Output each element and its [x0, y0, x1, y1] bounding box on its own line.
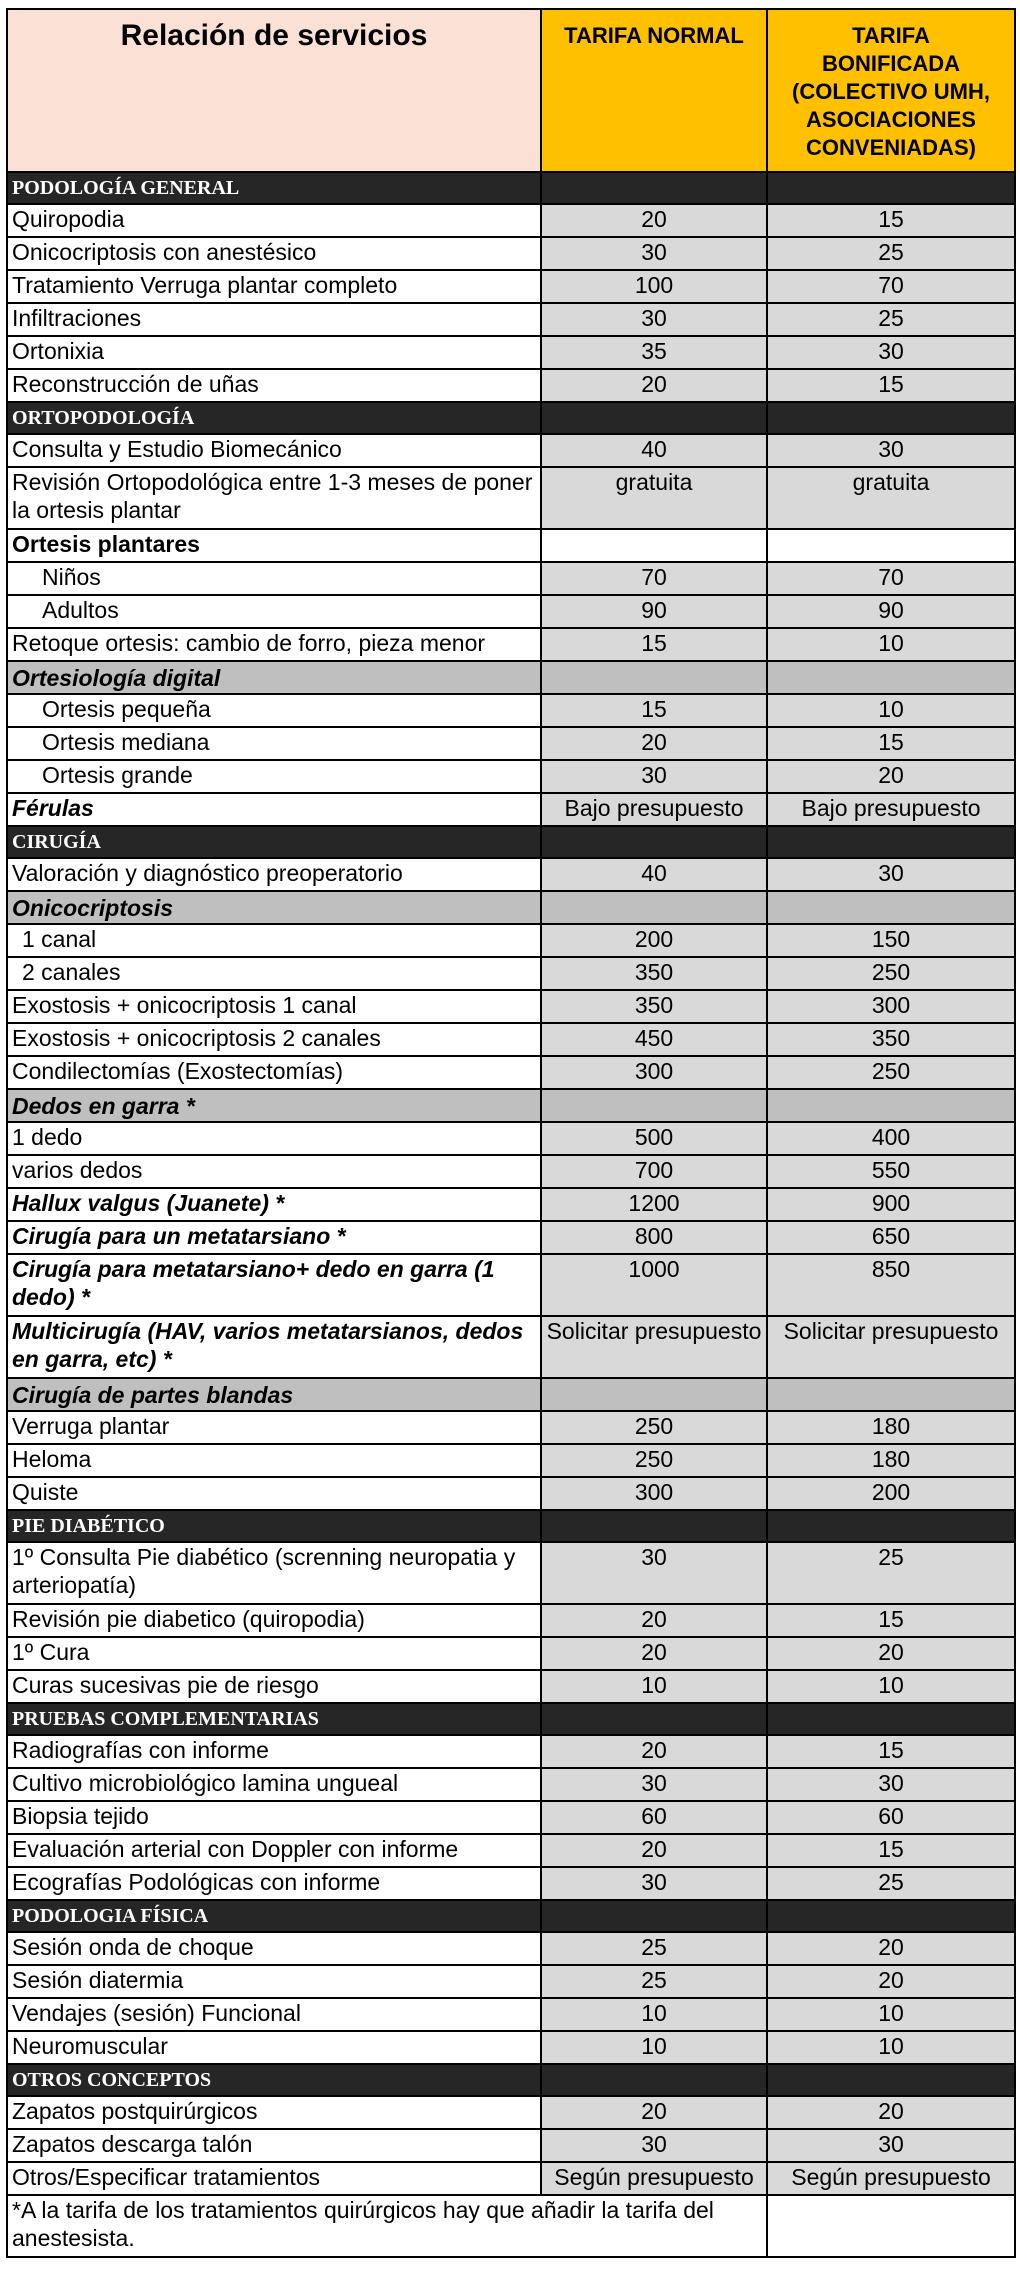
price-bonificada: 180 — [767, 1444, 1015, 1477]
service-name: Sesión onda de choque — [7, 1932, 541, 1965]
service-name: varios dedos — [7, 1155, 541, 1188]
service-row — [7, 1411, 1015, 1444]
service-row — [7, 1056, 1015, 1089]
subgroup-header-row — [7, 529, 1015, 562]
service-name: 2 canales — [7, 957, 541, 990]
subgroup-title: Ortesiología digital — [7, 661, 541, 694]
section-title: ORTOPODOLOGÍA — [7, 402, 541, 434]
price-list — [6, 8, 1016, 2258]
price-bonificada: 10 — [767, 1998, 1015, 2031]
price-bonificada: 15 — [767, 1834, 1015, 1867]
price-normal: 20 — [541, 727, 767, 760]
service-row — [7, 204, 1015, 237]
price-bonificada: 250 — [767, 957, 1015, 990]
section-empty-cell — [541, 1900, 767, 1932]
price-bonificada: 200 — [767, 1477, 1015, 1510]
service-row — [7, 237, 1015, 270]
subgroup-header-row — [7, 661, 1015, 694]
services-table — [6, 8, 1016, 2258]
price-normal: 800 — [541, 1221, 767, 1254]
service-row — [7, 1735, 1015, 1768]
price-bonificada: 70 — [767, 270, 1015, 303]
price-normal: 30 — [541, 1768, 767, 1801]
price-normal: 1200 — [541, 1188, 767, 1221]
section-title: PODOLOGIA FÍSICA — [7, 1900, 541, 1932]
service-name: Ortonixia — [7, 336, 541, 369]
price-bonificada: 30 — [767, 2129, 1015, 2162]
price-bonificada: 350 — [767, 1023, 1015, 1056]
service-row — [7, 1965, 1015, 1998]
price-bonificada: 650 — [767, 1221, 1015, 1254]
service-row — [7, 1254, 1015, 1316]
subgroup-empty-cell — [541, 1089, 767, 1122]
price-bonificada: 70 — [767, 562, 1015, 595]
service-name: Multicirugía (HAV, varios metatarsianos, dedos en garra, etc) * — [7, 1316, 541, 1378]
subgroup-empty-cell — [767, 1089, 1015, 1122]
service-row — [7, 1637, 1015, 1670]
subgroup-empty-cell — [767, 891, 1015, 924]
price-bonificada: 60 — [767, 1801, 1015, 1834]
section-empty-cell — [541, 1510, 767, 1542]
service-name: Neuromuscular — [7, 2031, 541, 2064]
service-row — [7, 467, 1015, 529]
section-empty-cell — [767, 1510, 1015, 1542]
price-bonificada: 400 — [767, 1122, 1015, 1155]
service-row — [7, 1155, 1015, 1188]
service-row — [7, 628, 1015, 661]
price-bonificada: 20 — [767, 1965, 1015, 1998]
service-name: Ortesis pequeña — [7, 694, 541, 727]
service-row — [7, 1221, 1015, 1254]
price-normal: 25 — [541, 1932, 767, 1965]
service-row — [7, 1768, 1015, 1801]
price-normal: Solicitar presupuesto — [541, 1316, 767, 1378]
service-name: Onicocriptosis con anestésico — [7, 237, 541, 270]
price-normal: 40 — [541, 858, 767, 891]
service-name: Adultos — [7, 595, 541, 628]
price-normal: 70 — [541, 562, 767, 595]
section-empty-cell — [541, 1703, 767, 1735]
subgroup-empty-cell — [541, 529, 767, 562]
service-row — [7, 727, 1015, 760]
service-row — [7, 1023, 1015, 1056]
section-empty-cell — [767, 1703, 1015, 1735]
service-row — [7, 434, 1015, 467]
service-name: Revisión Ortopodológica entre 1-3 meses de poner la ortesis plantar — [7, 467, 541, 529]
service-row — [7, 957, 1015, 990]
price-bonificada: 10 — [767, 2031, 1015, 2064]
price-normal: Según presupuesto — [541, 2162, 767, 2195]
price-normal: 25 — [541, 1965, 767, 1998]
price-bonificada: 15 — [767, 1604, 1015, 1637]
service-row — [7, 1834, 1015, 1867]
page-title: Relación de servicios — [7, 9, 541, 172]
service-row — [7, 1670, 1015, 1703]
price-normal: 10 — [541, 1670, 767, 1703]
service-row — [7, 694, 1015, 727]
price-bonificada: 15 — [767, 369, 1015, 402]
service-name: Quiste — [7, 1477, 541, 1510]
service-name: 1º Consulta Pie diabético (screnning neuropatia y arteriopatía) — [7, 1542, 541, 1604]
service-name: Quiropodia — [7, 204, 541, 237]
price-bonificada: 900 — [767, 1188, 1015, 1221]
section-empty-cell — [541, 2064, 767, 2096]
service-name: Radiografías con informe — [7, 1735, 541, 1768]
footnote-empty-cell — [767, 2195, 1015, 2257]
service-name: Tratamiento Verruga plantar completo — [7, 270, 541, 303]
service-row — [7, 760, 1015, 793]
price-bonificada: 30 — [767, 434, 1015, 467]
subgroup-header-row — [7, 891, 1015, 924]
price-normal: 20 — [541, 1834, 767, 1867]
service-row — [7, 2129, 1015, 2162]
footnote-row — [7, 2195, 1015, 2257]
service-row — [7, 1122, 1015, 1155]
price-bonificada: 150 — [767, 924, 1015, 957]
price-normal: 350 — [541, 990, 767, 1023]
section-header-row — [7, 826, 1015, 858]
price-bonificada: 850 — [767, 1254, 1015, 1316]
price-bonificada: Solicitar presupuesto — [767, 1316, 1015, 1378]
service-row — [7, 270, 1015, 303]
price-bonificada: 10 — [767, 694, 1015, 727]
footnote-text: *A la tarifa de los tratamientos quirúrgicos hay que añadir la tarifa del anestesista. — [7, 2195, 767, 2257]
service-row — [7, 369, 1015, 402]
column-header-tarifa-bonificada: TARIFA BONIFICADA (COLECTIVO UMH, ASOCIACIONES CONVENIADAS) — [767, 9, 1015, 172]
price-normal: 20 — [541, 1637, 767, 1670]
service-name: Exostosis + onicocriptosis 2 canales — [7, 1023, 541, 1056]
service-name: Verruga plantar — [7, 1411, 541, 1444]
price-bonificada: 30 — [767, 858, 1015, 891]
subgroup-title: Dedos en garra * — [7, 1089, 541, 1122]
price-normal: 30 — [541, 1867, 767, 1900]
price-normal: 30 — [541, 1542, 767, 1604]
price-bonificada: 20 — [767, 1932, 1015, 1965]
service-name: Cirugía para metatarsiano+ dedo en garra (1 dedo) * — [7, 1254, 541, 1316]
service-row — [7, 1998, 1015, 2031]
column-header-tarifa-normal: TARIFA NORMAL — [541, 9, 767, 172]
service-name: Retoque ortesis: cambio de forro, pieza menor — [7, 628, 541, 661]
service-row — [7, 1444, 1015, 1477]
section-header-row — [7, 402, 1015, 434]
price-normal: 30 — [541, 303, 767, 336]
price-normal: 450 — [541, 1023, 767, 1056]
price-normal: 35 — [541, 336, 767, 369]
price-normal: 30 — [541, 2129, 767, 2162]
service-row — [7, 1188, 1015, 1221]
price-bonificada: 250 — [767, 1056, 1015, 1089]
price-normal: 15 — [541, 694, 767, 727]
section-empty-cell — [767, 1900, 1015, 1932]
price-bonificada: Según presupuesto — [767, 2162, 1015, 2195]
section-empty-cell — [767, 2064, 1015, 2096]
section-title: PIE DIABÉTICO — [7, 1510, 541, 1542]
price-bonificada: 20 — [767, 760, 1015, 793]
price-normal: Bajo presupuesto — [541, 793, 767, 826]
service-name: Curas sucesivas pie de riesgo — [7, 1670, 541, 1703]
price-normal: 40 — [541, 434, 767, 467]
service-name: Revisión pie diabetico (quiropodia) — [7, 1604, 541, 1637]
service-name: 1 canal — [7, 924, 541, 957]
price-bonificada: 25 — [767, 1542, 1015, 1604]
service-row — [7, 1801, 1015, 1834]
price-normal: 10 — [541, 2031, 767, 2064]
service-name: Sesión diatermia — [7, 1965, 541, 1998]
price-normal: 20 — [541, 204, 767, 237]
subgroup-header-row — [7, 1089, 1015, 1122]
service-name: Valoración y diagnóstico preoperatorio — [7, 858, 541, 891]
price-normal: 10 — [541, 1998, 767, 2031]
price-normal: 300 — [541, 1056, 767, 1089]
service-row — [7, 303, 1015, 336]
price-normal: 60 — [541, 1801, 767, 1834]
price-normal: 700 — [541, 1155, 767, 1188]
price-normal: 500 — [541, 1122, 767, 1155]
subgroup-empty-cell — [541, 661, 767, 694]
price-bonificada: 10 — [767, 628, 1015, 661]
service-name: Condilectomías (Exostectomías) — [7, 1056, 541, 1089]
subgroup-empty-cell — [767, 1378, 1015, 1411]
service-name: Zapatos postquirúrgicos — [7, 2096, 541, 2129]
service-row — [7, 2096, 1015, 2129]
section-empty-cell — [767, 826, 1015, 858]
service-name: Exostosis + onicocriptosis 1 canal — [7, 990, 541, 1023]
price-bonificada: 15 — [767, 204, 1015, 237]
price-bonificada: 20 — [767, 1637, 1015, 1670]
subgroup-header-row — [7, 1378, 1015, 1411]
price-normal: 250 — [541, 1444, 767, 1477]
price-bonificada: 25 — [767, 237, 1015, 270]
price-normal: 350 — [541, 957, 767, 990]
service-row — [7, 1542, 1015, 1604]
price-normal: 20 — [541, 2096, 767, 2129]
price-bonificada: 15 — [767, 1735, 1015, 1768]
section-empty-cell — [767, 172, 1015, 204]
service-name: Reconstrucción de uñas — [7, 369, 541, 402]
service-name: Infiltraciones — [7, 303, 541, 336]
service-row — [7, 1477, 1015, 1510]
price-bonificada: 30 — [767, 336, 1015, 369]
subgroup-empty-cell — [541, 891, 767, 924]
table-header — [7, 9, 1015, 172]
subgroup-title: Ortesis plantares — [7, 529, 541, 562]
price-bonificada: 15 — [767, 727, 1015, 760]
service-row — [7, 924, 1015, 957]
service-row — [7, 990, 1015, 1023]
price-normal: gratuita — [541, 467, 767, 529]
service-row — [7, 2031, 1015, 2064]
subgroup-empty-cell — [767, 529, 1015, 562]
service-name: 1 dedo — [7, 1122, 541, 1155]
section-title: CIRUGÍA — [7, 826, 541, 858]
price-normal: 30 — [541, 237, 767, 270]
price-bonificada: 300 — [767, 990, 1015, 1023]
service-name: Otros/Especificar tratamientos — [7, 2162, 541, 2195]
section-empty-cell — [541, 172, 767, 204]
service-row — [7, 793, 1015, 826]
service-name: Zapatos descarga talón — [7, 2129, 541, 2162]
price-bonificada: 90 — [767, 595, 1015, 628]
section-empty-cell — [541, 826, 767, 858]
service-name: Ortesis grande — [7, 760, 541, 793]
price-bonificada: 25 — [767, 1867, 1015, 1900]
service-name: Consulta y Estudio Biomecánico — [7, 434, 541, 467]
service-row — [7, 595, 1015, 628]
price-normal: 100 — [541, 270, 767, 303]
price-bonificada: 10 — [767, 1670, 1015, 1703]
section-empty-cell — [767, 402, 1015, 434]
price-bonificada: 20 — [767, 2096, 1015, 2129]
price-bonificada: Bajo presupuesto — [767, 793, 1015, 826]
service-name: Ecografías Podológicas con informe — [7, 1867, 541, 1900]
price-normal: 20 — [541, 1604, 767, 1637]
section-empty-cell — [541, 402, 767, 434]
service-row — [7, 1867, 1015, 1900]
subgroup-empty-cell — [541, 1378, 767, 1411]
price-normal: 200 — [541, 924, 767, 957]
service-name: Niños — [7, 562, 541, 595]
service-name: Cirugía para un metatarsiano * — [7, 1221, 541, 1254]
service-name: Hallux valgus (Juanete) * — [7, 1188, 541, 1221]
service-row — [7, 858, 1015, 891]
price-normal: 250 — [541, 1411, 767, 1444]
price-normal: 30 — [541, 760, 767, 793]
service-row — [7, 562, 1015, 595]
section-title: PRUEBAS COMPLEMENTARIAS — [7, 1703, 541, 1735]
price-normal: 15 — [541, 628, 767, 661]
section-header-row — [7, 1900, 1015, 1932]
service-name: Ortesis mediana — [7, 727, 541, 760]
service-name: Biopsia tejido — [7, 1801, 541, 1834]
price-bonificada: 180 — [767, 1411, 1015, 1444]
service-name: Evaluación arterial con Doppler con informe — [7, 1834, 541, 1867]
price-normal: 20 — [541, 1735, 767, 1768]
service-name: Vendajes (sesión) Funcional — [7, 1998, 541, 2031]
service-row — [7, 1316, 1015, 1378]
price-normal: 300 — [541, 1477, 767, 1510]
subgroup-empty-cell — [767, 661, 1015, 694]
price-bonificada: 25 — [767, 303, 1015, 336]
service-row — [7, 1604, 1015, 1637]
service-row — [7, 1932, 1015, 1965]
price-bonificada: 550 — [767, 1155, 1015, 1188]
section-title: PODOLOGÍA GENERAL — [7, 172, 541, 204]
service-name: Cultivo microbiológico lamina ungueal — [7, 1768, 541, 1801]
subgroup-title: Onicocriptosis — [7, 891, 541, 924]
service-row — [7, 2162, 1015, 2195]
section-header-row — [7, 172, 1015, 204]
service-name: Heloma — [7, 1444, 541, 1477]
subgroup-title: Cirugía de partes blandas — [7, 1378, 541, 1411]
service-name: Férulas — [7, 793, 541, 826]
price-bonificada: 30 — [767, 1768, 1015, 1801]
price-bonificada: gratuita — [767, 467, 1015, 529]
service-row — [7, 336, 1015, 369]
section-header-row — [7, 1510, 1015, 1542]
price-normal: 20 — [541, 369, 767, 402]
service-name: 1º Cura — [7, 1637, 541, 1670]
price-normal: 90 — [541, 595, 767, 628]
section-header-row — [7, 1703, 1015, 1735]
section-title: OTROS CONCEPTOS — [7, 2064, 541, 2096]
price-normal: 1000 — [541, 1254, 767, 1316]
section-header-row — [7, 2064, 1015, 2096]
